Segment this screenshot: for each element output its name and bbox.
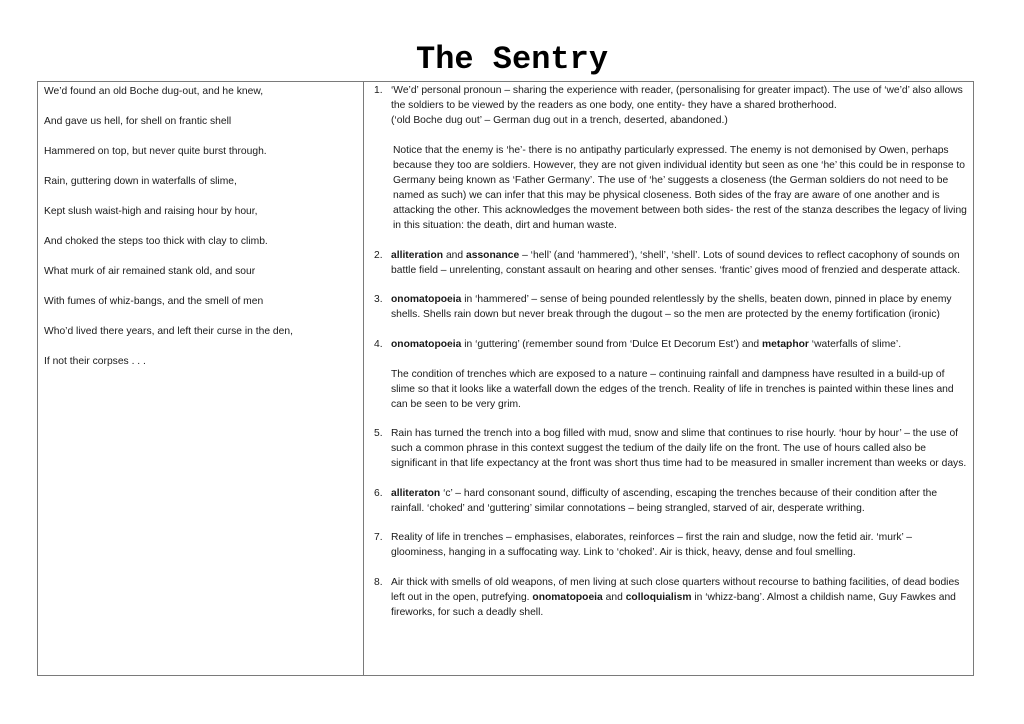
poem-line: We’d found an old Boche dug-out, and he knew, [44,86,264,97]
note-item-4 [374,337,967,412]
note-text-span: and [443,249,466,261]
note-term: onomatopoeia [532,591,603,603]
note-term: metaphor [762,338,809,350]
poem-line: And choked the steps too thick with clay to climb. [44,236,268,247]
note-number: 7. [374,532,383,543]
poem-column [38,82,364,675]
note-item-7 [374,530,967,560]
note-item-5 [374,426,967,471]
note-text [391,337,967,352]
note-body [391,426,967,471]
note-text: Notice that the enemy is ‘he’- there is no antipathy particularly expressed. The enemy is not demonised by Owen, perhaps because they too are soldiers. However, they are not given individual identity but seen as one ‘he’ this could be in response to Germany being known as ‘Father Germany’. The use of ‘he’ suggests a closeness (the German soldiers do not need to be named as such) we can infer that this may be physical closeness. Both sides of the fray are aware of one another and is attacking the other. This acknowledges the movement between both sides- the rest of the stanza describes the legacy of living in this situation: the death, dirt and human waste. [393,145,967,231]
note-text-span: – ‘hell’ (and ‘hammered’), ‘shell’, ‘shell’. Lots of sound devices to reflect cacophony of sounds on battle field – unrelenting, constant assault on hearing and other senses. ‘frantic’ gives mood of frenzied and desperate attack. [391,249,961,276]
page-title: The Sentry [415,41,609,78]
note-text: Reality of life in trenches – emphasises, elaborates, reinforces – first the rain and sludge, now the fetid air. ‘murk’ – gloominess, hanging in a suffocating way. Link to ‘choked’. Air is thick, heavy, dense and foul smelling. [391,532,913,558]
note-term: alliteraton [391,487,441,499]
poem-line: If not their corpses . . . [44,356,146,367]
poem-line: Rain, guttering down in waterfalls of slime, [44,176,237,187]
note-term: onomatopoeia [391,294,462,305]
note-text [391,292,967,322]
note-term: colloquialism [625,591,692,603]
note-body [391,486,967,516]
note-number: 4. [374,338,383,350]
note-text: ‘We’d’ personal pronoun – sharing the experience with reader, (personalising for greater impact). The use of ‘we’d’ also allows the soldiers to be viewed by the readers as one body, one entity- they have a shared brotherhood. [391,85,963,111]
note-term: onomatopoeia [391,338,462,350]
note-body [391,292,967,322]
note-item-2 [374,248,967,278]
note-body [391,337,967,412]
notes-column [364,82,973,675]
note-text-span: in ‘guttering’ (remember sound from ‘Dulce Et Decorum Est’) and [461,338,763,350]
note-body [391,248,967,278]
note-number: 1. [374,85,383,96]
note-item-6 [374,486,967,516]
note-body [391,530,967,560]
poem-line: Hammered on top, but never quite burst through. [44,146,267,157]
note-number: 5. [374,428,383,439]
note-item-1 [374,83,967,233]
note-number: 8. [374,576,383,588]
note-text [391,575,967,620]
note-term: alliteration [391,249,444,261]
note-text-span: ‘c’ – hard consonant sound, difficulty of ascending, escaping the trenches because of their condition after the rainfall. ‘choked’ and ‘guttering’ similar connotations – being strangled, starved of air, desperate writhing. [391,487,938,514]
note-text-span: Air thick with smells of old weapons, of men living at such close quarters without recourse to bathing facilities, of dead bodies left out in the open, putrefying. [391,576,960,603]
poem-line: Kept slush waist-high and raising hour by hour, [44,206,258,217]
note-text [391,248,967,278]
note-text: Rain has turned the trench into a bog filled with mud, snow and slime that continues to rise hourly. ‘hour by hour’ – the use of such a common phrase in this context suggest the tedium of the daily life on the front. The use of hours called also be significant in that life expectancy at the front was short thus time had to be measured in smaller increment than weeks or days. [391,428,967,469]
note-text [391,486,967,516]
note-number: 3. [374,294,383,305]
note-text-span: in ‘whizz-bang’. Almost a childish name, Guy Fawkes and fireworks, for such a deadly shell. [391,591,956,618]
note-text-span: in ‘hammered’ – sense of being pounded relentlessly by the shells, beaten down, pinned in place by enemy shells. Shells rain down but never break through the dugout – so the men are protected by the enemy fortification (ironic) [391,294,952,320]
note-text-span: and [602,591,626,603]
note-text: The condition of trenches which are exposed to a nature – continuing rainfall and dampness have resulted in a build-up of slime so that it looks like a waterfall down the edges of the trench. Reality of life in trenches is painted within these lines and can be seen to be very grim. [391,368,954,410]
note-item-3 [374,292,967,322]
poem-line: What murk of air remained stank old, and sour [44,266,256,277]
note-number: 6. [374,487,383,499]
poem-line: And gave us hell, for shell on frantic shell [44,116,232,127]
annotation-table [37,81,974,676]
note-body [391,83,967,233]
poem-line: With fumes of whiz-bangs, and the smell of men [44,296,264,307]
note-item-8 [374,575,967,620]
note-term: assonance [465,249,520,261]
note-number: 2. [374,249,383,261]
poem-line: Who’d lived there years, and left their curse in the den, [44,326,293,337]
note-text: (‘old Boche dug out’ – German dug out in a trench, deserted, abandoned.) [391,115,728,126]
note-body [391,575,967,620]
note-text-span: ‘waterfalls of slime’. [808,338,902,350]
